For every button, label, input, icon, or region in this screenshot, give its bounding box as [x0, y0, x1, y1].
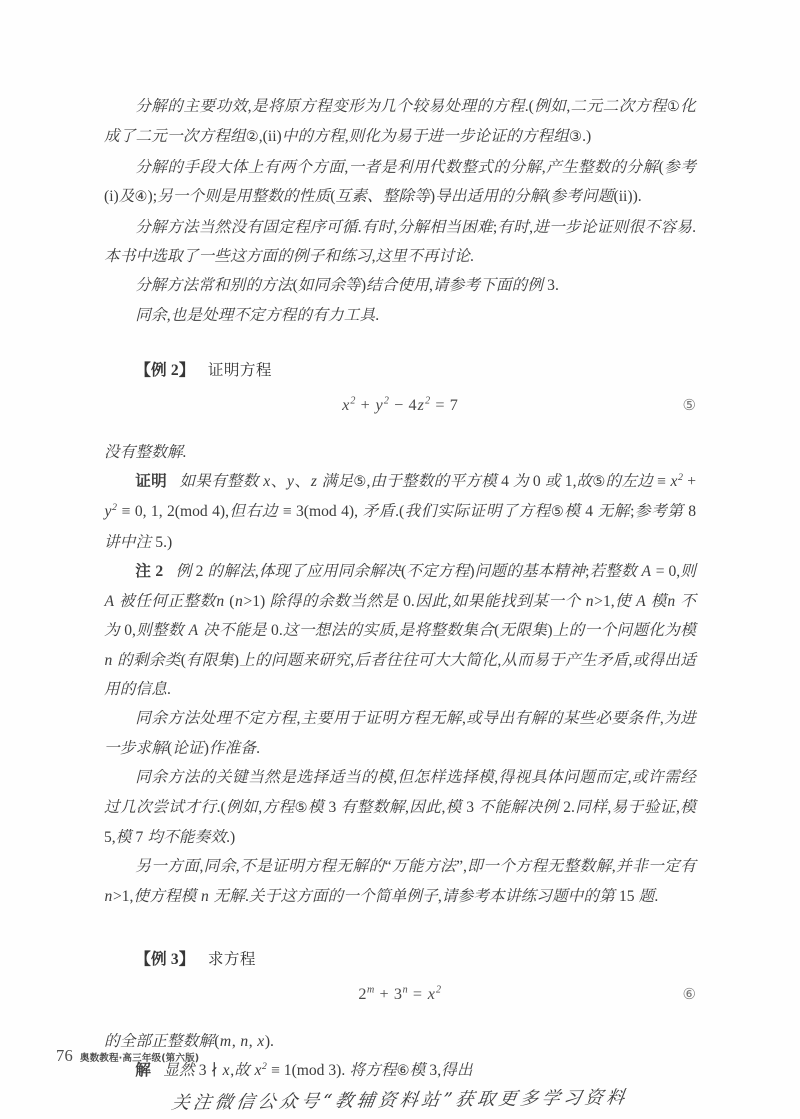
- example-3-tag: 【例 3】: [135, 951, 195, 969]
- footer-book-title: 奥数教程·高三年级(第六版): [79, 1053, 200, 1064]
- paragraph-text: 分解的手段大体上有两个方面,一者是利用代数整式的分解,产生整数的分解(参考(i)及④);另一个则是用整数的性质(互素、整除等)导出适用的分解(参考问题(ii)).: [104, 158, 696, 206]
- note-2-label: 注 2: [135, 563, 164, 581]
- example-2-tag: 【例 2】: [135, 362, 195, 380]
- paragraph-text: 分解方法当然没有固定程序可循.有时,分解相当困难;有时,进一步论证则很不容易.本书中选取了一些这方面的例子和练习,这里不再讨论.: [104, 218, 697, 266]
- paragraph-combined-with-congruence: [104, 271, 696, 300]
- spacer: [104, 330, 696, 356]
- paragraph-no-fixed-procedure: [104, 213, 696, 272]
- example-2-heading: [104, 356, 696, 385]
- example-3-heading: [104, 945, 696, 974]
- example-2-text: 证明方程: [207, 362, 272, 380]
- paragraph-congruence-tool: [104, 301, 696, 330]
- paragraph-text: 同余方法处理不定方程,主要用于证明方程无解,或导出有解的某些必要条件,为进一步求解(论证)作准备.: [104, 710, 696, 757]
- paragraph-text: 另一方面,同余,不是证明方程无解的“万能方法”,即一个方程无整数解,并非一定有 n>1,使方程模 n 无解.关于这方面的一个简单例子,请参考本讲练习题中的第 15 题.: [104, 858, 696, 905]
- equation-5-number: ⑤: [682, 395, 696, 414]
- proof-label: 证明: [135, 473, 168, 491]
- paragraph-text: 同余,也是处理不定方程的有力工具.: [135, 306, 380, 324]
- equation-5-row: [104, 392, 696, 432]
- paragraph-text: 分解方法常和别的方法(如同余等)结合使用,请参考下面的例 3.: [135, 277, 559, 295]
- equation-6-number: ⑥: [682, 984, 696, 1003]
- example-3-text: 求方程: [207, 951, 256, 969]
- page-footer: [56, 1046, 199, 1066]
- page-text-block: [104, 92, 696, 1086]
- note-2-paragraph: [104, 557, 696, 704]
- paragraph-text: 例 2 的解法,体现了应用同余解决(不定方程)问题的基本精神;若整数 A = 0,则 A 被任何正整数n (n>1) 除得的余数当然是 0.因此,如果能找到某一个 n>1,使 A 模n 不为 0,则整数 A 决不能是 0.这一想法的实质,是将整数集合(无限集)上的一个问题化为模 n 的剩余类(有限集)上的问题来研究,后者往往可大大简化,从而易于产生矛盾,或得出适用的信息.: [104, 563, 697, 698]
- equation-6-row: [104, 981, 696, 1021]
- solution-label: 解: [135, 1061, 152, 1079]
- paragraph-text: 的全部正整数解(m, n, x).: [104, 1032, 274, 1050]
- paragraph-text: 没有整数解.: [104, 443, 187, 461]
- footer-page-number: 76: [56, 1046, 73, 1065]
- example-2-proof: [104, 467, 696, 557]
- paragraph-text: 同余方法的关键当然是选择适当的模,但怎样选择模,得视具体问题而定,或许需经过几次尝试才行.(例如,方程⑤模 3 有整数解,因此,模 3 不能解决例 2.同样,易于验证,模 5,模 7 均不能奏效.): [104, 769, 697, 846]
- spacer: [104, 911, 696, 945]
- paragraph-decomposition-means: [104, 153, 696, 213]
- paragraph-congruence-usage: [104, 704, 696, 763]
- paragraph-decomposition-effect: [104, 92, 696, 153]
- equation-6-body: $2^m + 3^n = x^2$: [358, 984, 442, 1003]
- paragraph-choosing-modulus: [104, 763, 696, 852]
- paragraph-text: 显然 3 ∤ x,故 $x^2 \equiv 1(mod$ 3). 将方程⑥模 3,得出: [151, 1060, 473, 1079]
- equation-5-body: $x^2 + y^2 - 4z^2 = 7$: [342, 395, 459, 414]
- paragraph-not-universal-method: [104, 852, 696, 911]
- paragraph-text: 如果有整数 x、y、z 满足⑤,由于整数的平方模 4 为 0 或 1,故⑤的左边 ≡ $x^2 + y^2 \equiv 0$, 1, 2(mod 4),但右边 ≡ 3(mod 4), 矛盾.(我们实际证明了方程⑤模 4 无解;参考第 8 讲中注 5.): [104, 471, 696, 551]
- example-2-after-equation: [104, 438, 696, 467]
- paragraph-text: 分解的主要功效,是将原方程变形为几个较易处理的方程.(例如,二元二次方程①化成了二元一次方程组②,(ii)中的方程,则化为易于进一步论证的方程组③.): [104, 98, 696, 146]
- handwritten-watermark: 关注微信公众号“教辅资料站”获取更多学习资料: [170, 1087, 630, 1114]
